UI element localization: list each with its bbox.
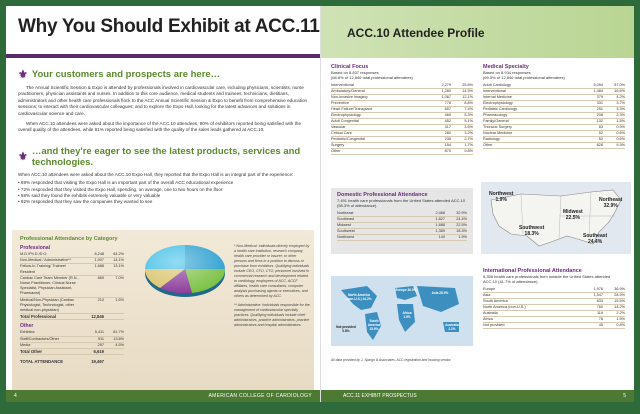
row-count: 1,827 (435, 217, 445, 222)
row-count: 828 (596, 143, 603, 148)
row-percent: 0.9% (616, 125, 625, 130)
table-row (337, 235, 467, 241)
heading-text: …and they're eager to see the latest products, services and technologies. (31, 145, 301, 168)
row-label: Pediatric/Congenital (331, 137, 365, 142)
domestic-rows (337, 211, 467, 241)
table-row: Cardiac Care Team Member (R.N., Nurse Practitioner, Clinical Nurse Specialist, Physician Assistant, Pharmacist) 869 7.0% (20, 276, 124, 298)
title-divider (6, 54, 320, 58)
international-description: 5,358 health care professionals from outside the United States attended ACC.10 (41.7% of attendance). (483, 274, 611, 285)
left-page (6, 6, 320, 402)
row-percent: 57.0% (614, 83, 625, 88)
table-row: Staff/Contractors/Other 911 13.8% (20, 337, 124, 343)
row-label: South America (483, 299, 508, 304)
domestic-attendance-box (331, 188, 473, 254)
data-source-note: All data provided by J. Spargo & Associates, ACC registration and housing vendor. (331, 358, 452, 362)
row-label: Africa (483, 317, 493, 322)
row-label: Nuclear Medicine (483, 131, 513, 136)
row-percent: 3.2% (464, 131, 473, 136)
domestic-description: 7,491 health care professionals from the United States attended ACC.10 (58.3% of attendance). (337, 198, 466, 209)
footer-text: ACC.11 EXHIBIT PROSPECTUS (343, 393, 417, 399)
footnote-non-medical: * Non-Medical: Individuals directly employed by a health care institution, research company, health care provider or insurer; or other persons and firms in a position to discuss or purchase from exhibitors. Qualifying individuals include CEO, CFO, CTO, personnel involved in commercial research and development related to cardiology, employees of ACC, ACCF affiliates, health care consultants, computer analysts purchasing agents or executives, and others as determined by ACC. (234, 244, 310, 298)
row-percent: 2.2% (616, 311, 625, 316)
list-item: • 58% said they found the exhibits extremely valuable or very valuable (18, 193, 308, 199)
row-label: Other (331, 149, 341, 154)
clinical-focus-table (331, 64, 473, 155)
row-percent: 5.1% (464, 119, 473, 124)
row-label: Heart Failure/Transplant (331, 107, 372, 112)
international-rows (483, 287, 625, 329)
section-heading-eager (18, 146, 308, 168)
row-label: Radiology (483, 137, 500, 142)
left-title-band (6, 6, 320, 54)
row-label: Non-invasive Imaging (331, 95, 368, 100)
row-percent: 1.5% (616, 119, 625, 124)
row-label: North America (non-U.S.) (483, 305, 526, 310)
map-europe: Europe 36.9% (395, 288, 417, 292)
intro-section (6, 68, 320, 206)
paragraph-satisfaction: When ACC.10 attendees were asked about the importance of the ACC.10 attendees, 90% of exhibitors reported being satisfied with the overall quality of the attendees, while 81% reported being satisfied with the quality of the sales leads gathered at ACC.10. (18, 121, 302, 133)
row-percent: 3.6% (464, 125, 473, 130)
medical-specialty-table (483, 64, 625, 149)
row-label: Adult Cardiology (483, 83, 511, 88)
table-row: Medical/Non-Physician (Cardiac Physiologist, Technologist, other medical non-physician) 210 1.6% (20, 298, 124, 315)
map-north-america: North America (non-U.S.) 14.2% (346, 293, 372, 301)
row-count: 833 (596, 299, 603, 304)
map-south-america: South America 15.5% (367, 319, 381, 331)
row-label: Northwest (337, 235, 355, 240)
category-pie-chart (140, 236, 230, 302)
row-percent: 32.9% (456, 211, 467, 216)
row-count: 1,067 (441, 95, 451, 100)
map-asia: Asia 28.9% (431, 291, 449, 295)
specialty-share: (69.5% of 12,846 total professional attendees) (483, 75, 565, 81)
row-label: Electrophysiology (331, 113, 361, 118)
category-title: Professional Attendance by Category (20, 236, 118, 242)
row-percent: 8.8% (464, 101, 473, 106)
international-attendance-table (483, 268, 625, 329)
row-count: 291 (596, 107, 603, 112)
row-percent: 24.4% (456, 217, 467, 222)
paragraph-expo-hall: When ACC.10 attendees were asked about the ACC.10 Expo Hall, they reported that the Expo Hall is an integral part of the experience: (18, 171, 294, 177)
row-count: 452 (444, 119, 451, 124)
table-row: Media 297 4.5% (20, 343, 124, 349)
domestic-heading: Domestic Professional Attendance (337, 192, 428, 198)
row-label: Europe (483, 287, 496, 292)
row-count: 1,688 (435, 223, 445, 228)
row-percent: 15.5% (614, 299, 625, 304)
right-footer (321, 390, 634, 402)
row-count: 208 (596, 113, 603, 118)
list-item: • 72% responded that they visited the Expo Hall, spending, on average, one to two hours on the floor (18, 187, 308, 193)
specialty-heading: Medical Specialty (483, 64, 529, 70)
table-row: Fellow-In-Training/ Trainee/ Resident 1,688 13.1% (20, 264, 124, 275)
row-count: 1,976 (593, 287, 603, 292)
page-title: Why You Should Exhibit at ACC.11 (18, 16, 320, 37)
table-row (483, 143, 625, 149)
row-label: Southeast (337, 217, 355, 222)
row-percent: 1.7% (464, 143, 473, 148)
row-label: Pediatric Cardiology (483, 107, 517, 112)
pie-highlight (145, 245, 225, 293)
map-africa: Africa 1.5% (402, 311, 412, 319)
clinical-focus-heading: Clinical Focus (331, 64, 369, 70)
row-count: 45 (598, 323, 603, 328)
table-row (331, 149, 473, 155)
row-label: Interventional (483, 89, 506, 94)
clinical-share: (68.8% of 12,846 total professional attendees) (331, 75, 413, 81)
row-percent: 0.6% (616, 137, 625, 142)
row-count: 317 (444, 125, 451, 130)
list-item: • 92% responded that they saw the companies they wanted to see (18, 199, 308, 205)
row-count: 154 (444, 143, 451, 148)
row-label: Southwest (337, 229, 355, 234)
category-table (20, 236, 124, 364)
row-percent: 9.3% (616, 143, 625, 148)
row-count: 870 (444, 149, 451, 154)
row-label: Other (483, 143, 493, 148)
region-southeast: Southeast 24.4% (583, 233, 608, 245)
row-percent: 18.3% (456, 229, 467, 234)
row-percent: 2.3% (616, 113, 625, 118)
table-row (483, 323, 625, 329)
fleur-de-lis-icon: ⚜ (18, 151, 28, 164)
other-heading: Other (20, 323, 34, 330)
row-percent: 25.8% (462, 83, 473, 88)
row-count: 776 (444, 101, 451, 106)
region-northeast: Northeast 32.9% (599, 197, 623, 209)
row-percent: 0.8% (616, 323, 625, 328)
row-count: 52 (598, 137, 603, 142)
row-count: 52 (598, 131, 603, 136)
row-count: 78 (598, 317, 603, 322)
row-count: 1,369 (435, 229, 445, 234)
row-count: 5,094 (593, 83, 603, 88)
section-heading-customers (18, 68, 308, 81)
row-percent: 16.6% (614, 89, 625, 94)
row-count: 132 (596, 119, 603, 124)
profile-title: ACC.10 Attendee Profile (347, 26, 485, 40)
row-percent: 0.6% (616, 131, 625, 136)
table-row: Non-Medical / Administrative** 1,907 14.1% (20, 258, 124, 264)
category-footnotes (234, 244, 310, 328)
attendance-category-box (12, 230, 314, 390)
world-map (331, 276, 473, 346)
row-count: 469 (444, 113, 451, 118)
row-percent: 36.9% (614, 287, 625, 292)
row-label: Pharmacology (483, 113, 508, 118)
clinical-responses: Based on 8,837 responses (331, 70, 379, 75)
page-number: 4 (14, 393, 17, 399)
row-count: 236 (444, 137, 451, 142)
region-southwest: Southwest 18.3% (519, 225, 545, 237)
row-percent: 22.5% (456, 223, 467, 228)
region-northwest: Northwest 1.9% (489, 191, 514, 203)
heading-text: Your customers and prospects are here… (31, 69, 221, 80)
footer-text: AMERICAN COLLEGE OF CARDIOLOGY (208, 393, 312, 399)
row-label: Family/General (483, 119, 509, 124)
left-footer (6, 390, 320, 402)
row-percent: 1.9% (458, 235, 467, 240)
row-count: 280 (444, 131, 451, 136)
row-label: Vascular (331, 125, 346, 130)
row-count: 2,279 (441, 83, 451, 88)
row-percent: 7.4% (464, 107, 473, 112)
row-label: Asia (483, 293, 491, 298)
row-label: Thoracic Surgery (483, 125, 512, 130)
specialty-rows (483, 83, 625, 149)
table-row: M.D./Ph.D./D.O. 8,248 64.2% (20, 252, 124, 258)
list-item: • 89% responded that visiting the Expo Hall is an important part of the overall ACC educational experience (18, 180, 308, 186)
row-label: Northeast (337, 211, 354, 216)
row-count: 760 (596, 305, 603, 310)
row-label: Not provided (483, 323, 505, 328)
row-percent: 3.7% (616, 101, 625, 106)
row-percent: 28.9% (614, 293, 625, 298)
row-label: Preventive (331, 101, 349, 106)
row-percent: 12.1% (462, 95, 473, 100)
us-map (481, 182, 631, 254)
row-label: Internal Medicine (483, 95, 512, 100)
row-label: Australia (483, 311, 498, 316)
row-count: 657 (444, 107, 451, 112)
row-count: 1,280 (441, 89, 451, 94)
international-heading: International Professional Attendance (483, 268, 582, 274)
total-attendance-row: TOTAL ATTENDANCE 19,467 (20, 359, 104, 365)
row-percent: 1.5% (616, 317, 625, 322)
row-percent: 3.3% (616, 107, 625, 112)
map-not-provided: Not provided 0.8% (336, 325, 356, 333)
fleur-de-lis-icon: ⚜ (18, 69, 28, 81)
row-label: Surgery (331, 143, 345, 148)
row-count: 1,547 (593, 293, 603, 298)
row-percent: 5.3% (464, 113, 473, 118)
row-count: 2,466 (435, 211, 445, 216)
row-label: Adult Congenital (331, 119, 359, 124)
row-percent: 2.7% (464, 137, 473, 142)
row-percent: 9.8% (464, 149, 473, 154)
row-percent: 14.5% (462, 89, 473, 94)
row-label: Electrophysiology (483, 101, 513, 106)
right-page (320, 6, 634, 402)
row-label: Midwest (337, 223, 351, 228)
row-count: 83 (598, 125, 603, 130)
region-midwest: Midwest 22.5% (563, 209, 583, 221)
row-count: 1,484 (593, 89, 603, 94)
total-other-row: Total Other 6,619 (20, 349, 124, 355)
row-percent: 14.2% (614, 305, 625, 310)
expo-bullets (18, 180, 308, 206)
page-number: 5 (623, 393, 626, 399)
table-row: Exhibitor 5,411 81.7% (20, 330, 124, 336)
row-label: Ambulatory/General (331, 89, 365, 94)
footnote-administrative: ** Administrative: Individuals responsible for the management of cardiovascular specialty practices. Qualifying individuals include chief administrators, practice administrators, practice administrators and hospital administrators. (234, 303, 310, 327)
professional-heading: Professional (20, 245, 51, 251)
row-label: Critical Care (331, 131, 352, 136)
row-percent: 4.2% (616, 95, 625, 100)
total-professional-row: Total Professional 12,846 (20, 314, 124, 320)
map-australia: Australia 2.2% (445, 323, 459, 331)
clinical-rows (331, 83, 473, 155)
row-label: Interventional (331, 83, 354, 88)
specialty-responses: Based on 8,934 responses (483, 70, 531, 75)
row-count: 119 (596, 311, 603, 316)
paragraph-audience: The Annual Scientific Session & Expo is attended by professionals involved in cardiovascular care, including physicians, scientists, nurse practitioners, physician assistants and nurses. In addition to this core audience, medical students and trainees, technicians, dietitians, administrators and other health care professionals flock to the ACC Annual Scientific Session & Expo to benefit from comprehensive education sessions; to interact with their cardiovascular colleagues; and to explore the Expo Hall, looking for the latest advances and solutions in cardiovascular science and care. (18, 85, 308, 116)
row-count: 140 (438, 235, 445, 240)
row-count: 331 (596, 101, 603, 106)
right-title-band (321, 6, 634, 58)
prospectus-spread (6, 6, 634, 402)
row-count: 379 (596, 95, 603, 100)
